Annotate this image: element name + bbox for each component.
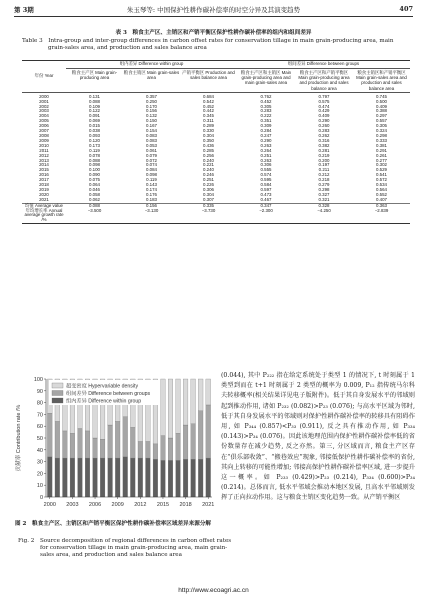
value-cell: 0.240 — [203, 157, 214, 163]
value-cell: 0.291 — [376, 147, 387, 153]
bar-segment — [206, 379, 211, 405]
bar-segment — [206, 405, 211, 458]
value-cell: 0.183 — [146, 196, 157, 202]
value-cell: −3.730 — [180, 209, 237, 224]
value-cell: 0.321 — [318, 196, 330, 202]
value-cell: 0.351 — [260, 118, 272, 124]
row-label-cell: 2014 — [39, 162, 49, 168]
bar-segment — [191, 379, 196, 424]
value-cell: 0.119 — [89, 147, 100, 153]
value-cell: 0.222 — [260, 113, 272, 119]
value-cell: 0.263 — [260, 142, 272, 148]
value-cell: 0.307 — [203, 196, 214, 202]
value-cell: 0.091 — [89, 113, 100, 119]
value-cell: 0.075 — [89, 177, 100, 183]
value-cell: 0.684 — [203, 93, 214, 99]
bar-segment — [123, 457, 128, 497]
value-cell: 0.575 — [318, 98, 330, 104]
value-cell: 0.084 — [146, 167, 157, 173]
value-cell: 0.572 — [376, 177, 387, 183]
value-cell: 0.473 — [260, 191, 272, 197]
value-cell: 0.246 — [203, 172, 214, 178]
value-cell: 0.090 — [89, 172, 100, 178]
value-cell: 0.382 — [318, 142, 330, 148]
bar-segment — [176, 460, 181, 497]
value-cell: 0.093 — [89, 132, 100, 138]
stacked-bar-chart — [10, 373, 218, 523]
bar-segment — [70, 458, 75, 497]
legend-label: 超变密度 Hypervariable density — [66, 383, 139, 390]
value-cell: 0.305 — [260, 103, 272, 109]
y-tick-label: 10 — [36, 483, 43, 490]
value-cell: 0.330 — [203, 128, 214, 134]
value-cell: 0.584 — [260, 182, 272, 188]
bar-segment — [198, 459, 203, 497]
bar-segment — [183, 459, 188, 497]
value-cell: 0.058 — [89, 191, 100, 197]
bar-segment — [100, 439, 105, 458]
value-cell: 0.218 — [318, 177, 330, 183]
row-label-cell: 2016 — [39, 172, 49, 178]
y-tick-label: 80 — [36, 400, 43, 407]
value-cell: 0.452 — [203, 103, 214, 109]
value-cell: 0.046 — [89, 186, 100, 192]
legend-label: 组内差异 Difference within group — [66, 398, 142, 405]
row-label-cell: 2008 — [39, 132, 49, 138]
bar-segment — [146, 442, 151, 459]
y-tick-label: 30 — [36, 459, 43, 466]
row-label-cell: 2010 — [39, 142, 49, 148]
bar-segment — [100, 458, 105, 497]
value-cell: 0.279 — [318, 182, 330, 188]
footer-url: http://www.ecoagri.ac.cn — [178, 587, 249, 594]
value-cell: 0.298 — [376, 132, 387, 138]
value-cell: 0.302 — [376, 162, 387, 168]
value-cell: 0.088 — [66, 203, 123, 208]
value-cell: 0.174 — [146, 186, 157, 192]
value-cell: 0.555 — [260, 167, 272, 173]
value-cell: 0.500 — [376, 98, 387, 104]
value-cell: 0.283 — [260, 108, 272, 114]
value-cell: 0.357 — [146, 93, 157, 99]
value-cell: 0.221 — [203, 162, 214, 168]
value-cell: 0.541 — [376, 172, 387, 178]
bar-segment — [146, 458, 151, 497]
bar-segment — [108, 458, 113, 497]
value-cell: 0.363 — [353, 203, 410, 208]
running-title: 朱玉琴等: 中国保护性耕作碳补偿率的时空分异及其演变趋势 — [126, 6, 301, 14]
value-cell: 0.079 — [146, 152, 157, 158]
value-cell: 0.211 — [318, 167, 330, 173]
bar-segment — [176, 379, 181, 433]
row-label-cell: 均值 Average value — [22, 203, 66, 208]
value-cell: 0.264 — [260, 147, 272, 153]
value-cell: 0.069 — [89, 118, 100, 124]
value-cell: 0.407 — [376, 196, 387, 202]
bar-segment — [138, 442, 143, 459]
value-cell: 0.247 — [260, 132, 272, 138]
value-cell: 0.745 — [376, 93, 387, 99]
x-tick-label: 2000 — [43, 502, 56, 508]
row-label-cell: 2000 — [39, 93, 49, 99]
table-row — [22, 92, 410, 99]
table-title-en: Table 3 Intra-group and inter-group differences in carbon offset rates for conservation tillage in main grain-producing area, main grain-sales area, and production and sales balance area — [22, 38, 394, 52]
bar-segment — [78, 429, 83, 459]
value-cell: 0.170 — [146, 103, 157, 109]
value-cell: 0.381 — [376, 142, 387, 148]
value-cell: 0.173 — [89, 142, 100, 148]
value-cell: 0.053 — [146, 142, 157, 148]
value-cell: 0.122 — [89, 108, 100, 114]
y-tick-label: 70 — [36, 412, 43, 419]
year-header: 年份 Year — [22, 61, 66, 93]
value-cell: 0.298 — [318, 186, 330, 192]
value-cell: 0.552 — [376, 191, 387, 197]
value-cell: 0.156 — [146, 108, 157, 114]
value-cell: 0.015 — [89, 123, 100, 129]
x-tick-label: 2003 — [66, 502, 79, 508]
value-cell: 0.256 — [203, 152, 214, 158]
value-cell: 0.290 — [260, 137, 272, 143]
y-tick-label: 0 — [39, 495, 43, 501]
value-cell: 0.150 — [146, 118, 157, 124]
y-tick-label: 60 — [36, 424, 43, 431]
value-cell: 0.132 — [146, 113, 157, 119]
legend-swatch — [52, 391, 63, 396]
value-cell: 0.347 — [237, 203, 295, 208]
value-cell: 0.251 — [260, 152, 272, 158]
value-cell: 0.595 — [260, 177, 272, 183]
row-label-cell: 2021 — [39, 196, 49, 202]
bar-segment — [108, 425, 113, 458]
bar-segment — [183, 425, 188, 459]
value-cell: 0.250 — [146, 98, 157, 104]
x-tick-label: 2009 — [111, 502, 124, 508]
header-rule — [14, 16, 413, 17]
row-label-cell: 2009 — [39, 137, 49, 143]
x-tick-label: 2015 — [156, 502, 170, 508]
value-cell: 0.797 — [318, 93, 330, 99]
value-cell: 0.328 — [295, 203, 353, 208]
value-cell: 0.388 — [376, 108, 387, 114]
x-tick-label: 2021 — [202, 502, 215, 508]
x-tick-label: 2012 — [134, 502, 147, 508]
y-tick-label: 100 — [33, 377, 43, 383]
value-cell: 0.564 — [376, 186, 387, 192]
value-cell: 0.542 — [203, 98, 214, 104]
value-cell: 0.409 — [318, 113, 330, 119]
value-cell: 0.297 — [376, 113, 387, 119]
value-cell: −3.500 — [66, 209, 123, 224]
bar-segment — [168, 379, 173, 438]
value-cell: 0.074 — [146, 162, 157, 168]
value-cell: 0.119 — [146, 177, 157, 183]
value-cell: 0.324 — [376, 128, 387, 134]
value-cell: 0.284 — [260, 128, 272, 134]
value-cell: 0.100 — [89, 167, 100, 173]
value-cell: 0.251 — [203, 177, 214, 183]
value-cell: −2.839 — [353, 209, 410, 224]
figure-caption-en: Fig. 2 Source decomposition of regional differences in carbon offset rates for conservation tillage in main grain-producing area, main grain-sales area, and production and sales balance area — [18, 538, 232, 558]
x-tick-label: 2018 — [179, 502, 192, 508]
table-title-zh: 表 3 粮食主产区、主销区和产销平衡区保护性耕作碳补偿率的组内和组间差异 — [115, 30, 312, 36]
value-cell: 0.064 — [89, 182, 100, 188]
value-cell: 0.474 — [318, 103, 330, 109]
value-cell: 0.143 — [146, 182, 157, 188]
value-cell: 0.311 — [203, 118, 214, 124]
row-label-cell: 2018 — [39, 182, 49, 188]
value-cell: 0.309 — [260, 123, 272, 129]
value-cell: 0.083 — [146, 137, 157, 143]
y-tick-label: 90 — [36, 388, 43, 395]
row-label-cell: 2017 — [39, 177, 49, 183]
bar-segment — [191, 424, 196, 459]
figure-caption-zh: 图 2 粮食主产区、主销区和产销平衡区保护性耕作碳补偿率区域差异来源分解 — [14, 521, 212, 527]
bar-segment — [153, 459, 158, 497]
value-cell: 0.304 — [203, 132, 214, 138]
value-cell: 0.289 — [203, 123, 214, 129]
value-cell: 0.327 — [318, 191, 330, 197]
bar-segment — [93, 438, 98, 458]
bar-segment — [153, 444, 158, 459]
bar-segment — [115, 458, 120, 497]
legend-label: 组间差异 Difference between groups — [66, 390, 151, 397]
bar-segment — [161, 460, 166, 497]
bar-segment — [161, 379, 166, 436]
value-cell: 0.345 — [203, 113, 214, 119]
value-cell: 0.263 — [260, 157, 272, 163]
col-header: 粮食主产区和主销区 Main grain-producing area and main grain-sales area — [240, 69, 292, 86]
y-tick-label: 40 — [36, 447, 43, 454]
bar-segment — [161, 436, 166, 461]
value-cell: 0.304 — [203, 191, 214, 197]
bar-segment — [115, 421, 120, 458]
bar-segment — [47, 457, 52, 497]
value-cell: 0.219 — [318, 152, 330, 158]
value-cell: 0.529 — [376, 167, 387, 173]
bar-segment — [168, 460, 173, 497]
legend-swatch — [52, 398, 63, 403]
table-body — [22, 92, 410, 224]
row-label-cell: 2019 — [39, 186, 49, 192]
page-number: 407 — [399, 5, 413, 13]
value-cell: 0.061 — [146, 147, 157, 153]
bar-segment — [198, 411, 203, 459]
row-label-cell: 2012 — [39, 152, 49, 158]
col-header: 产销平衡区 Production and sales balance area — [182, 69, 235, 81]
bar-segment — [168, 438, 173, 460]
row-label-cell: 2006 — [39, 123, 49, 129]
value-cell: 0.534 — [376, 182, 387, 188]
row-label-cell: 2002 — [39, 103, 49, 109]
value-cell: 0.762 — [260, 93, 272, 99]
value-cell: 0.335 — [180, 203, 237, 208]
value-cell: 0.098 — [89, 162, 100, 168]
bar-segment — [176, 433, 181, 460]
value-cell: 0.262 — [318, 132, 330, 138]
row-label-cell: 2004 — [39, 113, 49, 119]
value-cell: 0.574 — [260, 172, 272, 178]
bar-segment — [206, 458, 211, 497]
row-label-cell: 2015 — [39, 167, 49, 173]
value-cell: 0.167 — [146, 123, 157, 129]
col-header: 粮食主销区和产销平衡区 Main grain-sales area and production and sales balance area — [356, 69, 407, 91]
row-label-cell: 2020 — [39, 191, 49, 197]
value-cell: 0.597 — [260, 186, 272, 192]
bar-segment — [63, 431, 68, 458]
value-cell: 0.072 — [146, 157, 157, 163]
bar-segment — [47, 413, 52, 457]
value-cell: 0.281 — [318, 147, 330, 153]
growth-rate-row — [22, 209, 410, 224]
value-cell: 0.285 — [203, 147, 214, 153]
value-cell: 0.283 — [318, 128, 330, 134]
value-cell: 0.038 — [89, 128, 100, 134]
value-cell: 0.350 — [203, 137, 214, 143]
y-axis-label: 贡献率 Contribution rate /% — [16, 404, 22, 472]
row-label-cell: 2007 — [39, 128, 49, 134]
between-group-header: 组间差异 Difference between groups — [237, 61, 410, 69]
bar-segment — [183, 379, 188, 425]
bar-segment — [70, 433, 75, 458]
value-cell: 0.098 — [146, 172, 157, 178]
value-cell: 0.088 — [89, 157, 100, 163]
bar-segment — [138, 458, 143, 497]
col-header: 粮食主销区 Main grain-sales area — [123, 69, 180, 81]
row-label-cell: 2005 — [39, 118, 49, 124]
value-cell: 0.109 — [89, 103, 100, 109]
value-cell: 0.290 — [318, 118, 330, 124]
value-cell: −4.250 — [295, 209, 353, 224]
value-cell: 0.078 — [89, 152, 100, 158]
value-cell: 0.240 — [203, 167, 214, 173]
value-cell: 0.131 — [89, 93, 100, 99]
value-cell: 0.429 — [318, 108, 330, 114]
value-cell: 0.305 — [376, 123, 387, 129]
value-cell: 0.062 — [89, 196, 100, 202]
value-cell: 0.200 — [318, 157, 330, 163]
value-cell: 0.176 — [146, 191, 157, 197]
y-tick-label: 20 — [36, 471, 43, 478]
row-label-cell: 年均增长率 Annual average growth rate /% — [22, 209, 66, 224]
value-cell: 0.436 — [203, 142, 214, 148]
value-cell: 0.277 — [376, 157, 387, 163]
value-cell: 0.154 — [146, 128, 157, 134]
y-tick-label: 50 — [36, 436, 43, 442]
bar-segment — [85, 458, 90, 497]
bar-segment — [93, 458, 98, 497]
value-cell: 0.088 — [89, 98, 100, 104]
bar-segment — [78, 458, 83, 497]
value-cell: −2.300 — [237, 209, 295, 224]
row-label-cell: 2013 — [39, 157, 49, 163]
value-cell: 0.197 — [318, 162, 330, 168]
value-cell: 0.212 — [318, 172, 330, 178]
value-cell: 0.306 — [260, 162, 272, 168]
value-cell: 0.226 — [203, 182, 214, 188]
issue-number: 第 3期 — [14, 6, 34, 14]
bar-segment — [191, 459, 196, 497]
value-cell: 0.261 — [376, 152, 387, 158]
row-label-cell: 2011 — [39, 147, 49, 153]
col-header: 粮食主产区 Main grain-producing area — [71, 69, 118, 81]
value-cell: 0.260 — [318, 123, 330, 129]
value-cell: 0.333 — [376, 137, 387, 143]
body-text: (0.044), 其中 P₂₂₂ 指在给定系统处于类型 1 的情况下, t 时刻属于 1 类型到而在 t+1 时刻属于 2 类型的概率为 0.009, P₁₂ 指传统马尔科夫转移概率(相关结果详见电子版附件)。低于其自身发展水平的邻域则起到推动作用, 诸如 P₂₃₂ (0.082)>P₂₃ (0.076); 与高水平区域为邻时, 低于其自身发展水平的邻域则对保护性耕作碳补偿率的转移具有阻碍作用, 如 P₃₄₄ (0.857)<P₃₃ (0.911), 反之具有推动作用, 如 P₃₃₄ (0.143)>P₃₄ (0.076)。因此该地理范围内保护性耕作碳补偿率低的省份数量存在减少趋势, 反之亦然。第三, 分区域而言, 粮食主产区存在“俱乐部收敛”、“搬巷效应”现象, 邻接低保护性耕作碳补偿率的省份, 其向上转移的可能性增加; 邻接高保护性耕作碳补偿率区域, 进一步提升这一概率。如 P₂₃₃ (0.429)>P₂₃ (0.214), P₃₃₄ (0.600)>P₃₄ (0.214)。总体而言, 低水平邻域会推动本地区发展, 且高水平邻域则发挥了正向拉动作用。这与粮食主销区变化趋势一致。从产销平衡区 — [221, 372, 415, 502]
value-cell: 0.452 — [260, 98, 272, 104]
within-group-header: 组内差异 Difference within group — [66, 61, 237, 69]
value-cell: 0.557 — [376, 118, 387, 124]
bar-segment — [55, 421, 60, 458]
legend-swatch — [52, 383, 63, 388]
row-label-cell: 2003 — [39, 108, 49, 114]
value-cell: 0.316 — [318, 137, 330, 143]
bar-segment — [130, 458, 135, 497]
row-label-cell: 2001 — [39, 98, 49, 104]
value-cell: −3.130 — [123, 209, 180, 224]
bar-segment — [85, 431, 90, 458]
bar-segment — [63, 458, 68, 497]
x-tick-label: 2006 — [88, 502, 102, 508]
data-table — [22, 60, 410, 224]
value-cell: 0.467 — [260, 196, 272, 202]
value-cell: 0.306 — [203, 186, 214, 192]
value-cell: 0.156 — [123, 203, 180, 208]
col-header: 粮食主产区和产销平衡区 Main grain-producing area and production and sales balance area — [298, 69, 350, 91]
bar-segment — [55, 458, 60, 497]
bar-segment — [130, 427, 135, 458]
value-cell: 0.442 — [203, 108, 214, 114]
value-cell: 0.409 — [376, 103, 387, 109]
value-cell: 0.083 — [146, 132, 157, 138]
bar-segment — [123, 417, 128, 457]
value-cell: 0.120 — [89, 137, 100, 143]
bar-segment — [198, 379, 203, 411]
